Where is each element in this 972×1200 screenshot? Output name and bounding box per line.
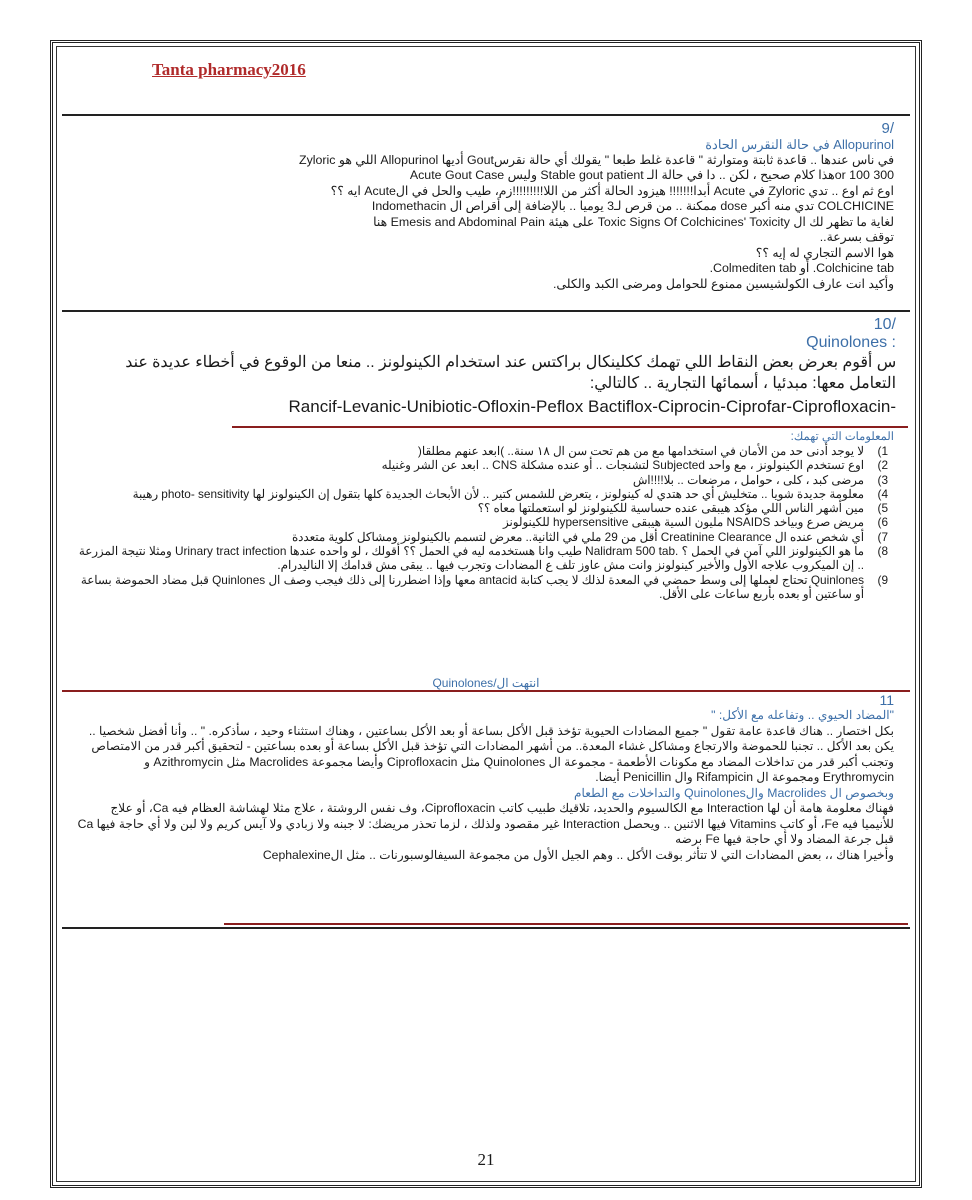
list-item-number: 3): [877, 472, 888, 487]
list-item-number: 9): [877, 572, 888, 587]
list-item: [76, 501, 894, 515]
list-item: [76, 487, 894, 501]
list-item: [76, 544, 894, 573]
section-10-intro: س أقوم بعرض بعض النقاط اللي تهمك ككلينكال براكتس عند استخدام الكينولونز .. منعا من الوقوع في أخطاء عديدة عند التعامل معها: مبدئيا ، أسمائها التجارية .. كالتالي:: [125, 354, 896, 392]
section-9-title: Allopurinol في حالة النقرس الحادة: [705, 137, 894, 152]
list-item-text: Quinlones تحتاج لعملها إلى وسط حمضي في المعدة لذلك لا يجب كتابة antacid معها وإذا اضطررنا إلى ذلك فيجب وصف ال Quinlones قبل مضاد الحموضة بساعة أو ساعتين أو بعده بأربع ساعات على الأقل.: [80, 572, 864, 601]
list-item-text: أي شخص عنده ال Creatinine Clearance أقل من 29 ملي في الثانية.. معرض لتسمم بالكينولونز ومشاكل كلوية متعددة: [291, 529, 864, 544]
section-10-subtitle: المعلومات التي تهمك:: [790, 431, 894, 443]
section-11-paragraph: فهناك معلومة هامة أن لها Interaction مع الكالسيوم والحديد، تلاقيك طبيب كاتب Ciprofloxacin، وف نفس الروشتة ، علاج مثلا لهشاشة العظام فيه Ca، أو علاج للأنيميا فيه Fe، أو كاتب Vitamins فيها الاثنين .. ويحصل Interaction غير مقصود ولذلك ، لزما تحذر مريضك: لا جبنه ولا زبادي ولا آيس كريم ولا لبن ولا أي حاجة فيها Ca قبل جرعة المضاد ولا أي حاجة فيها Fe برضه: [77, 801, 894, 846]
section-10-number: /10: [873, 316, 896, 333]
section-divider-top: [62, 114, 910, 116]
section-9-divider: [62, 310, 910, 312]
list-item-text: مريض صرع وبياخد NSAIDS مليون السية هيبقى hypersensitive للكينولونز: [502, 515, 864, 530]
list-item: [76, 530, 894, 544]
section-9-line: COLCHICINE تدي منه أكبر dose ممكنة .. من قرص لـ3 يوميا .. بالإضافة إلى أقراص ال Indomethacin: [371, 199, 894, 213]
section-10-info: [62, 430, 910, 688]
section-9-line: اوع ثم اوع .. تدي Zyloric في Acute أبدا!!!!!!! هيزود الحالة أكثر من اللا!!!!!!!!!زم، طيب والحل في الAcute ايه ؟؟: [330, 183, 894, 198]
list-item-text: مرضى كبد ، كلى ، حوامل ، مرضعات .. بلا!!!!اش: [632, 472, 864, 487]
section-10-drug-names: Rancif-Levanic-Unibiotic-Ofloxin-Peflox Bactiflox-Ciprocin-Ciprofar-Ciprofloxacin-: [288, 397, 896, 416]
section-9-line: وأكيد انت عارف الكولشيسين ممنوع للحوامل ومرضى الكبد والكلى.: [552, 276, 894, 291]
section-9-line: 300 or 100هذا كلام صحيح ، لكن .. دا في حالة الـ Stable gout patient وليس Acute Gout Case: [409, 168, 894, 182]
list-item-text: معلومة جديدة شويا .. متخليش أي حد هتدي له كينولونز ، يتعرض للشمس كتير .. لأن الأبحاث الجديدة كلها بتقول إن الكينولونز لها photo- sensitivity رهيبة: [132, 486, 864, 501]
section-9-line: لغاية ما تظهر لك ال Toxic Signs Of Colchicines' Toxicity على هيئة Emesis and Abdominal Pain هنا: [373, 214, 894, 229]
list-item-text: لا يوجد أدنى حد من الأمان في استخدامها مع من هم تحت سن ال ١٨ سنة.. )ابعد عنهم مطلقا(: [417, 444, 864, 458]
section-10-end-note: انتهت ال/Quinolones: [432, 676, 540, 690]
section-10: [62, 314, 910, 420]
list-item-text: ما هو الكينولونز اللي آمن في الحمل ؟ .Nalidram 500 tab طيب وانا هستخدمه ليه في الحمل ؟؟ أقولك ، لو واحده عندها Urinary tract infection ومثلا نتيجة المزرعة .. إن الميكروب علاجه الأول والأخير كينولونز وانت مش عاوز تلف ع المضادات وتجرب فيها .. يبقى مش قدامك إلا الناليدرام.: [78, 544, 864, 573]
section-11-divider: [62, 927, 910, 929]
list-item-number: 2): [877, 458, 888, 473]
section-11: [62, 693, 910, 923]
list-item-number: 8): [877, 544, 888, 559]
section-10-title: : Quinolones: [806, 334, 896, 351]
list-item-number: 7): [877, 529, 888, 544]
section-9: [62, 118, 910, 310]
section-11-subtitle: وبخصوص ال Macrolides والQuinolones والتداخلات مع الطعام: [573, 785, 894, 800]
section-9-line: هوا الاسم التجاري له إيه ؟؟: [755, 245, 894, 260]
list-item-number: 6): [877, 515, 888, 530]
section-9-line: توقف بسرعة..: [819, 230, 894, 244]
section-9-line: في ناس عندها .. قاعدة ثابتة ومتوارثة " قاعدة غلط طبعا " يقولك أي حالة نقرسGout أديها Allopurinol اللي هو Zyloric: [299, 152, 894, 167]
section-10-red-divider: [232, 426, 908, 428]
list-item-number: 5): [877, 501, 888, 516]
section-11-paragraph: وأخيرا هناك ،، بعض المضادات التي لا تتأثر بوقت الأكل .. وهم الجيل الأول من مجموعة السيفالوسبورنات .. مثل الCephalexine: [262, 847, 894, 862]
list-item-text: اوع تستخدم الكينولونز ، مع واحد Subjected لتشنجات .. أو عنده مشكلة CNS .. ابعد عن الشر وغنيله: [381, 458, 864, 473]
section-9-number: /9: [881, 120, 894, 137]
section-11-number: 11: [879, 693, 894, 708]
section-11-red-divider: [224, 923, 908, 925]
page-header-title: Tanta pharmacy2016: [152, 60, 306, 79]
section-10-divider: [62, 690, 910, 692]
section-11-paragraph: بكل اختصار .. هناك قاعدة عامة تقول " جميع المضادات الحيوية تؤخذ قبل الأكل بساعة أو بعد الأكل بساعتين ، وهناك استثناء وحيد ، سأذكره. " .. وأنا أفضل شخصيا .. يكن بعد الأكل .. تجنبا للحموضة والارتجاع ومشاكل غشاء المعدة.. من أشهر المضادات التي تؤخذ قبل الأكل بساعة أو بعده بساعتين - لتحقيق أكبر قدر من الامتصاص وتجنب أكبر قدر من تداخلات المضاد مع مكونات الأطعمة - مجموعة ال Quinolones مثل Ciprofloxacin وأيضا مجموعة Macrolides مثل Azithromycin و Erythromycin ومجموعة ال Rifampicin وال Penicillin أيضا.: [88, 723, 894, 784]
section-10-end-note-row: [62, 674, 910, 690]
section-10-list: [76, 444, 894, 601]
page-number: 21: [477, 1150, 495, 1169]
list-item: [76, 573, 894, 602]
list-item: [76, 458, 894, 472]
list-item-number: 4): [877, 486, 888, 501]
section-11-title: "المضاد الحيوي .. وتفاعله مع الأكل: ": [711, 708, 894, 722]
section-9-line: Colchicine tab. أو Colmediten tab.: [709, 261, 894, 275]
list-item: [76, 473, 894, 487]
section-9-body: [76, 153, 894, 293]
list-item-text: مين أشهر الناس اللي مؤكد هيبقى عنده حساسية للكينولونز لو استعملتها معاه ؟؟: [477, 501, 864, 516]
list-item-number: 1): [877, 444, 888, 458]
list-item: [76, 444, 894, 458]
list-item: [76, 515, 894, 529]
